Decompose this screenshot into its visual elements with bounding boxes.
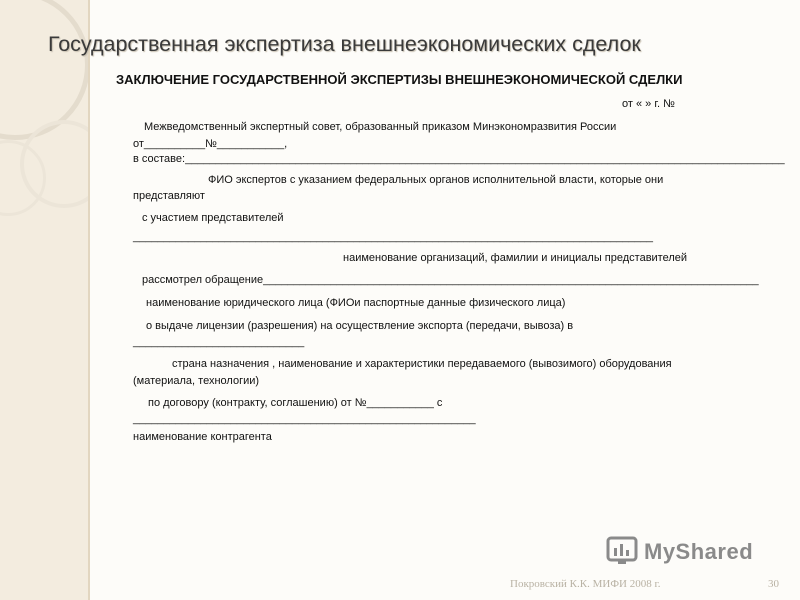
form-line: _____________________________________________________________________________________: [133, 231, 654, 243]
page-number: 30: [768, 578, 779, 590]
form-line: страна назначения , наименование и характеристики передаваемого (вывозимого) оборудования: [172, 358, 672, 370]
form-line: ____________________________: [133, 336, 305, 348]
form-line: (материала, технологии): [133, 375, 260, 387]
form-line: рассмотрел обращение_________________________________________________________________________________: [142, 274, 759, 286]
form-line: представляют: [133, 190, 205, 202]
decorative-circle: [0, 0, 90, 140]
watermark-text: MyShared: [644, 539, 754, 564]
form-line: по договору (контракту, соглашению) от №___________ с: [148, 397, 443, 409]
form-line: от__________№___________,: [133, 138, 288, 150]
form-line: с участием представителей: [142, 212, 284, 224]
slide-title: Государственная экспертиза внешнеэкономических сделок: [48, 32, 641, 56]
myshared-logo-icon: [606, 536, 638, 568]
form-line: ФИО экспертов с указанием федеральных органов исполнительной власти, которые они: [208, 174, 664, 186]
form-line: Межведомственный экспертный совет, образованный приказом Минэкономразвития России: [144, 121, 617, 133]
form-line: о выдаче лицензии (разрешения) на осуществление экспорта (передачи, вывоза) в: [146, 320, 574, 332]
decorative-left-panel: [0, 0, 90, 600]
document-heading: ЗАКЛЮЧЕНИЕ ГОСУДАРСТВЕННОЙ ЭКСПЕРТИЗЫ ВНЕШНЕЭКОНОМИЧЕСКОЙ СДЕЛКИ: [116, 72, 683, 87]
myshared-watermark: [606, 536, 753, 568]
form-line: в составе:__________________________________________________________________________________________________: [133, 153, 785, 165]
date-number-line: от « » г. №: [622, 98, 675, 110]
form-line: наименование контрагента: [133, 431, 272, 443]
footer-author: Покровский К.К. МИФИ 2008 г.: [510, 578, 661, 590]
form-line: наименование организаций, фамилии и инициалы представителей: [343, 252, 688, 264]
form-line: ________________________________________________________: [133, 413, 476, 425]
form-line: наименование юридического лица (ФИОи паспортные данные физического лица): [146, 297, 566, 309]
